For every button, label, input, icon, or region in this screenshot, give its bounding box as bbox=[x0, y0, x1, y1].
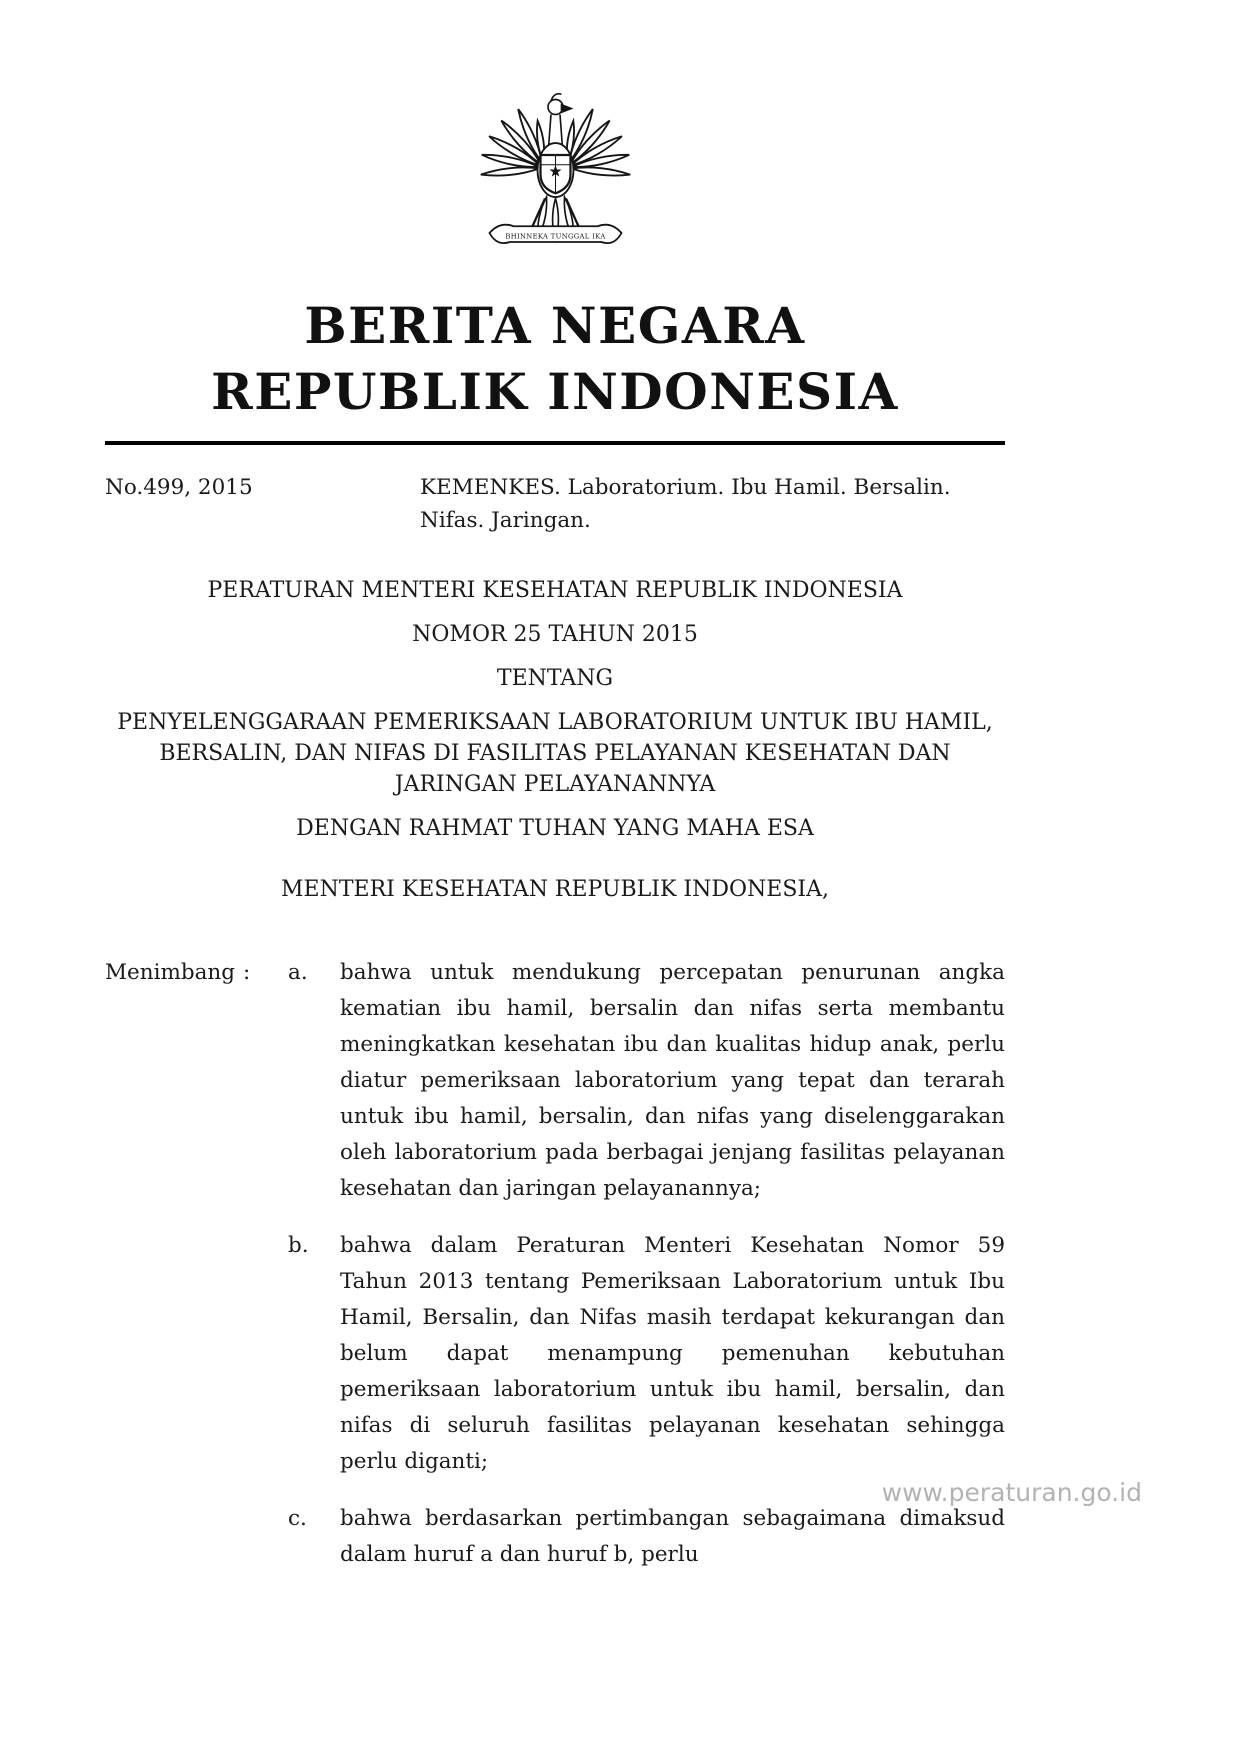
considering-item-letter: a. bbox=[288, 960, 308, 985]
considering-item-c bbox=[105, 1501, 1005, 1573]
gazette-meta-row bbox=[105, 471, 1005, 537]
considering-item-text: bahwa berdasarkan pertimbangan sebagaimana dimaksud dalam huruf a dan huruf b, perlu bbox=[340, 1506, 1005, 1567]
considering-item-letter: b. bbox=[288, 1233, 309, 1258]
menimbang-colon: : bbox=[243, 960, 251, 985]
authority-line: MENTERI KESEHATAN REPUBLIK INDONESIA, bbox=[281, 877, 829, 902]
masthead-title-line2: REPUBLIK INDONESIA bbox=[211, 362, 899, 421]
considering-item-letter: c. bbox=[288, 1506, 307, 1531]
gazette-subject: KEMENKES. Laboratorium. Ibu Hamil. Bersalin. Nifas. Jaringan. bbox=[420, 475, 951, 533]
tentang-label: TENTANG bbox=[496, 666, 614, 691]
considering-section bbox=[105, 955, 1005, 1573]
considering-item-b bbox=[105, 1228, 1005, 1480]
masthead-title-line1: BERITA NEGARA bbox=[304, 296, 806, 355]
motto-text: BHINNEKA TUNGGAL IKA bbox=[504, 232, 606, 241]
regulation-number: NOMOR 25 TAHUN 2015 bbox=[412, 622, 698, 647]
garuda-svg bbox=[473, 82, 638, 267]
considering-item-a bbox=[105, 955, 1005, 1207]
garuda-pancasila-emblem bbox=[473, 82, 638, 267]
considering-item-text: bahwa untuk mendukung percepatan penurunan angka kematian ibu hamil, bersalin dan nifas serta membantu meningkatkan kesehatan ibu dan kualitas hidup anak, perlu diatur pemeriksaan laboratorium yang tepat dan terarah untuk ibu hamil, bersalin, dan nifas yang diselenggarakan oleh laboratorium pada berbagai jenjang fasilitas pelayanan kesehatan dan jaringan pelayanannya; bbox=[340, 960, 1005, 1201]
pancasila-shield bbox=[540, 155, 570, 193]
grace-line: DENGAN RAHMAT TUHAN YANG MAHA ESA bbox=[296, 816, 814, 841]
footer-url: www.peraturan.go.id bbox=[881, 1478, 1142, 1507]
regulation-subject: PENYELENGGARAAN PEMERIKSAAN LABORATORIUM UNTUK IBU HAMIL, BERSALIN, DAN NIFAS DI FASILITAS PELAYANAN KESEHATAN DAN JARINGAN PELAYANANNYA bbox=[117, 710, 993, 797]
motto-banner bbox=[489, 225, 621, 243]
masthead-rule bbox=[105, 441, 1005, 445]
gazette-number: No.499, 2015 bbox=[105, 475, 253, 500]
document-content bbox=[105, 0, 1005, 1594]
regulation-heading bbox=[105, 575, 1005, 905]
regulation-title: PERATURAN MENTERI KESEHATAN REPUBLIK INDONESIA bbox=[207, 578, 903, 603]
considering-item-text: bahwa dalam Peraturan Menteri Kesehatan Nomor 59 Tahun 2013 tentang Pemeriksaan Laboratorium untuk Ibu Hamil, Bersalin, dan Nifas masih terdapat kekurangan dan belum dapat menampung pemenuhan kebutuhan pemeriksaan laboratorium untuk ibu hamil, bersalin, dan nifas di seluruh fasilitas pelayanan kesehatan sehingga perlu diganti; bbox=[340, 1233, 1005, 1474]
masthead-title bbox=[105, 293, 1005, 425]
menimbang-label: Menimbang bbox=[105, 960, 236, 985]
